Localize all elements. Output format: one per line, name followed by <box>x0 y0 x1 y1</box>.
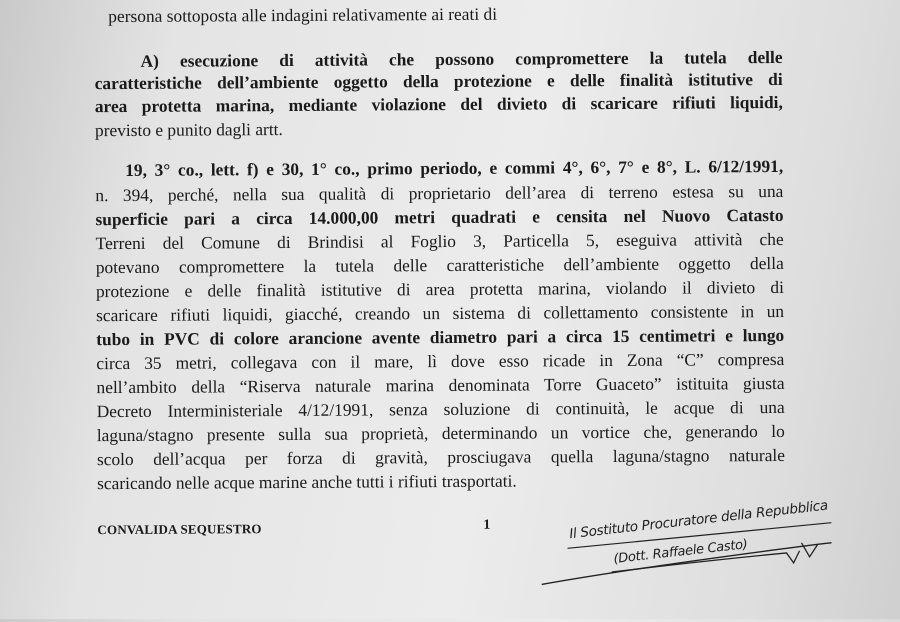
paragraph-line: superficie pari a circa 14.000,00 metri quadrati e censita nel Nuovo Catasto <box>95 204 784 230</box>
paragraph-line: n. 394, perché, nella sua qualità di proprietario dell’area di terreno estesa su una <box>95 180 784 206</box>
paragraph-line: scaricare rifiuti liquidi, giacché, creando un sistema di collettamento consistente in un <box>96 300 785 326</box>
signature-name: (Dott. Raffaele Casto) <box>612 537 749 567</box>
paragraph-line: potevano compromettere la tutela delle caratteristiche dell’ambiente oggetto della <box>95 252 784 278</box>
page-number: 1 <box>483 517 491 533</box>
paragraph-line-text: 19, 3° co., lett. f) e 30, 1° co., primo periodo, e commi 4°, 6°, 7° e 8°, L. 6/12/1991, <box>125 155 784 180</box>
paragraph-line: protezione e delle finalità istitutive di area protetta marina, violando il divieto di <box>95 276 784 302</box>
footer-title: CONVALIDA SEQUESTRO <box>97 521 262 538</box>
paragraph-line: tubo in PVC di colore arancione avente diametro pari a circa 15 centimetri e lungo <box>96 324 785 350</box>
paragraph-line: laguna/stagno presente sulla sua proprietà, determinando un vortice che, generando lo <box>96 420 785 446</box>
paragraph-line: Decreto Interministeriale 4/12/1991, senza soluzione di continuità, le acque di una <box>96 396 785 422</box>
paragraph-line: A) esecuzione di attività che possono compromettere la tutela delle <box>140 46 783 71</box>
signature-role: Il Sostituto Procuratore della Repubblica <box>568 497 829 543</box>
paragraph-line: nell’ambito della “Riserva naturale marina denominata Torre Guaceto” istituita giusta <box>96 372 785 398</box>
paragraph-line: circa 35 metri, collegava con il mare, lì dove esso ricade in Zona “C” compresa <box>96 348 785 374</box>
paragraph-line: scolo dell’acqua per forza di gravità, prosciugava quella laguna/stagno naturale <box>96 444 786 470</box>
paragraph-line: scaricando nelle acque marine anche tutti i rifiuti trasportati. <box>97 470 517 494</box>
paragraph-line: caratteristiche dell’ambiente oggetto della protezione e delle finalità istitutive di <box>94 68 783 94</box>
paragraph-line: previsto e punito dagli artt. <box>94 119 283 141</box>
intro-line: persona sottoposta alle indagini relativamente ai reati di <box>108 3 498 27</box>
paragraph-line: area protetta marina, mediante violazione del divieto di scaricare rifiuti liquidi, <box>94 91 783 117</box>
paragraph-line: Terreni del Comune di Brindisi al Foglio 3, Particella 5, eseguiva attività che <box>95 228 784 254</box>
paragraph-line <box>125 155 783 181</box>
signature-stamp <box>531 497 861 594</box>
